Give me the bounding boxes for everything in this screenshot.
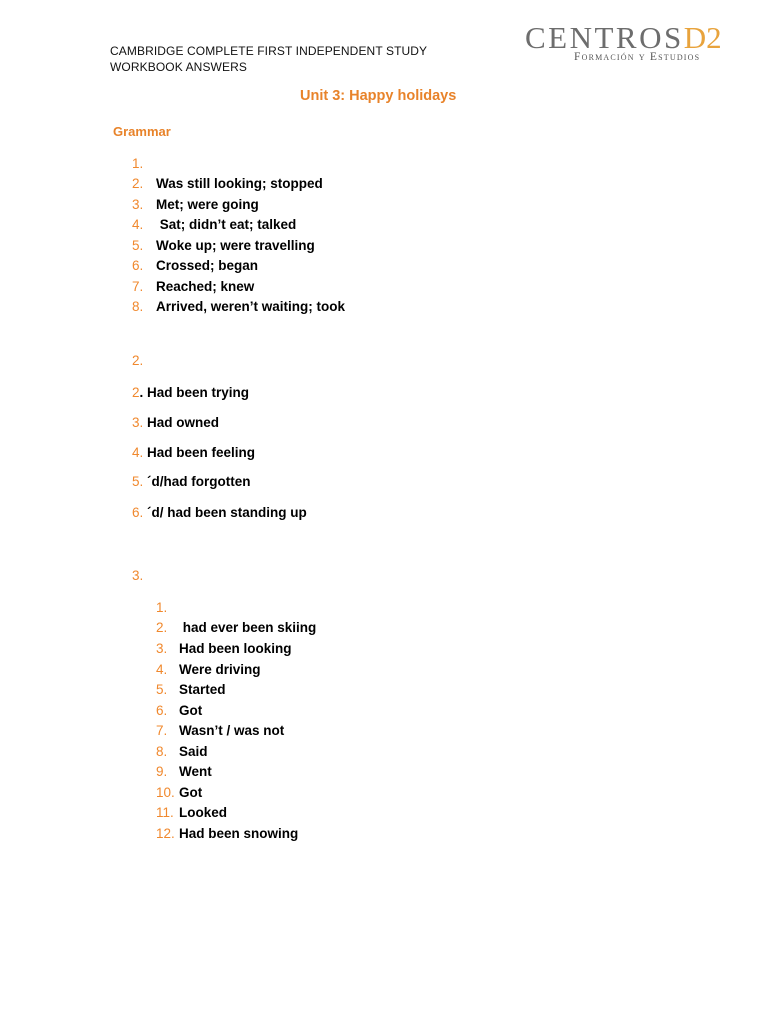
exercise-3-number: 3. bbox=[132, 568, 144, 583]
list-item: 4. Had been feeling bbox=[132, 445, 256, 460]
list-item: 6. Got bbox=[156, 703, 203, 718]
list-item: 2. Was still looking; stopped bbox=[132, 176, 323, 191]
logo-subtitle: Formación y Estudios bbox=[574, 51, 701, 63]
list-item: 4. Were driving bbox=[156, 662, 261, 677]
list-item: 1. bbox=[156, 600, 168, 615]
list-item: 8. Arrived, weren’t waiting; took bbox=[132, 299, 346, 314]
logo-accent: D2 bbox=[683, 20, 722, 55]
header-line-2: WORKBOOK ANSWERS bbox=[110, 60, 247, 74]
header-line-1: CAMBRIDGE COMPLETE FIRST INDEPENDENT STUDY bbox=[110, 44, 428, 58]
list-item: 5. ´d/had forgotten bbox=[132, 474, 251, 489]
section-heading: Grammar bbox=[113, 124, 171, 139]
list-item: 6. Crossed; began bbox=[132, 258, 259, 273]
list-item: 5. Woke up; were travelling bbox=[132, 238, 315, 253]
exercise-2-number: 2. bbox=[132, 353, 144, 368]
list-item: 11. Looked bbox=[156, 805, 228, 820]
list-item: 5. Started bbox=[156, 682, 226, 697]
list-item: 4. Sat; didn’t eat; talked bbox=[132, 217, 297, 232]
list-item: 3. Met; were going bbox=[132, 197, 259, 212]
list-item: 7. Wasn’t / was not bbox=[156, 723, 285, 738]
list-item: 2. had ever been skiing bbox=[156, 620, 317, 635]
exercise-1-number: 1. bbox=[132, 156, 144, 171]
list-item: 12. Had been snowing bbox=[156, 826, 299, 841]
list-item: 3. Had been looking bbox=[156, 641, 292, 656]
list-item: 7. Reached; knew bbox=[132, 279, 255, 294]
list-item: 10. Got bbox=[156, 785, 203, 800]
list-item: 3. Had owned bbox=[132, 415, 220, 430]
page-title: Unit 3: Happy holidays bbox=[300, 88, 457, 104]
logo-text: CENTROS bbox=[525, 20, 684, 55]
list-item: 2. Had been trying bbox=[132, 385, 250, 400]
list-item: 6. ´d/ had been standing up bbox=[132, 505, 307, 520]
list-item: 9. Went bbox=[156, 764, 212, 779]
list-item: 8. Said bbox=[156, 744, 208, 759]
logo bbox=[525, 22, 722, 53]
